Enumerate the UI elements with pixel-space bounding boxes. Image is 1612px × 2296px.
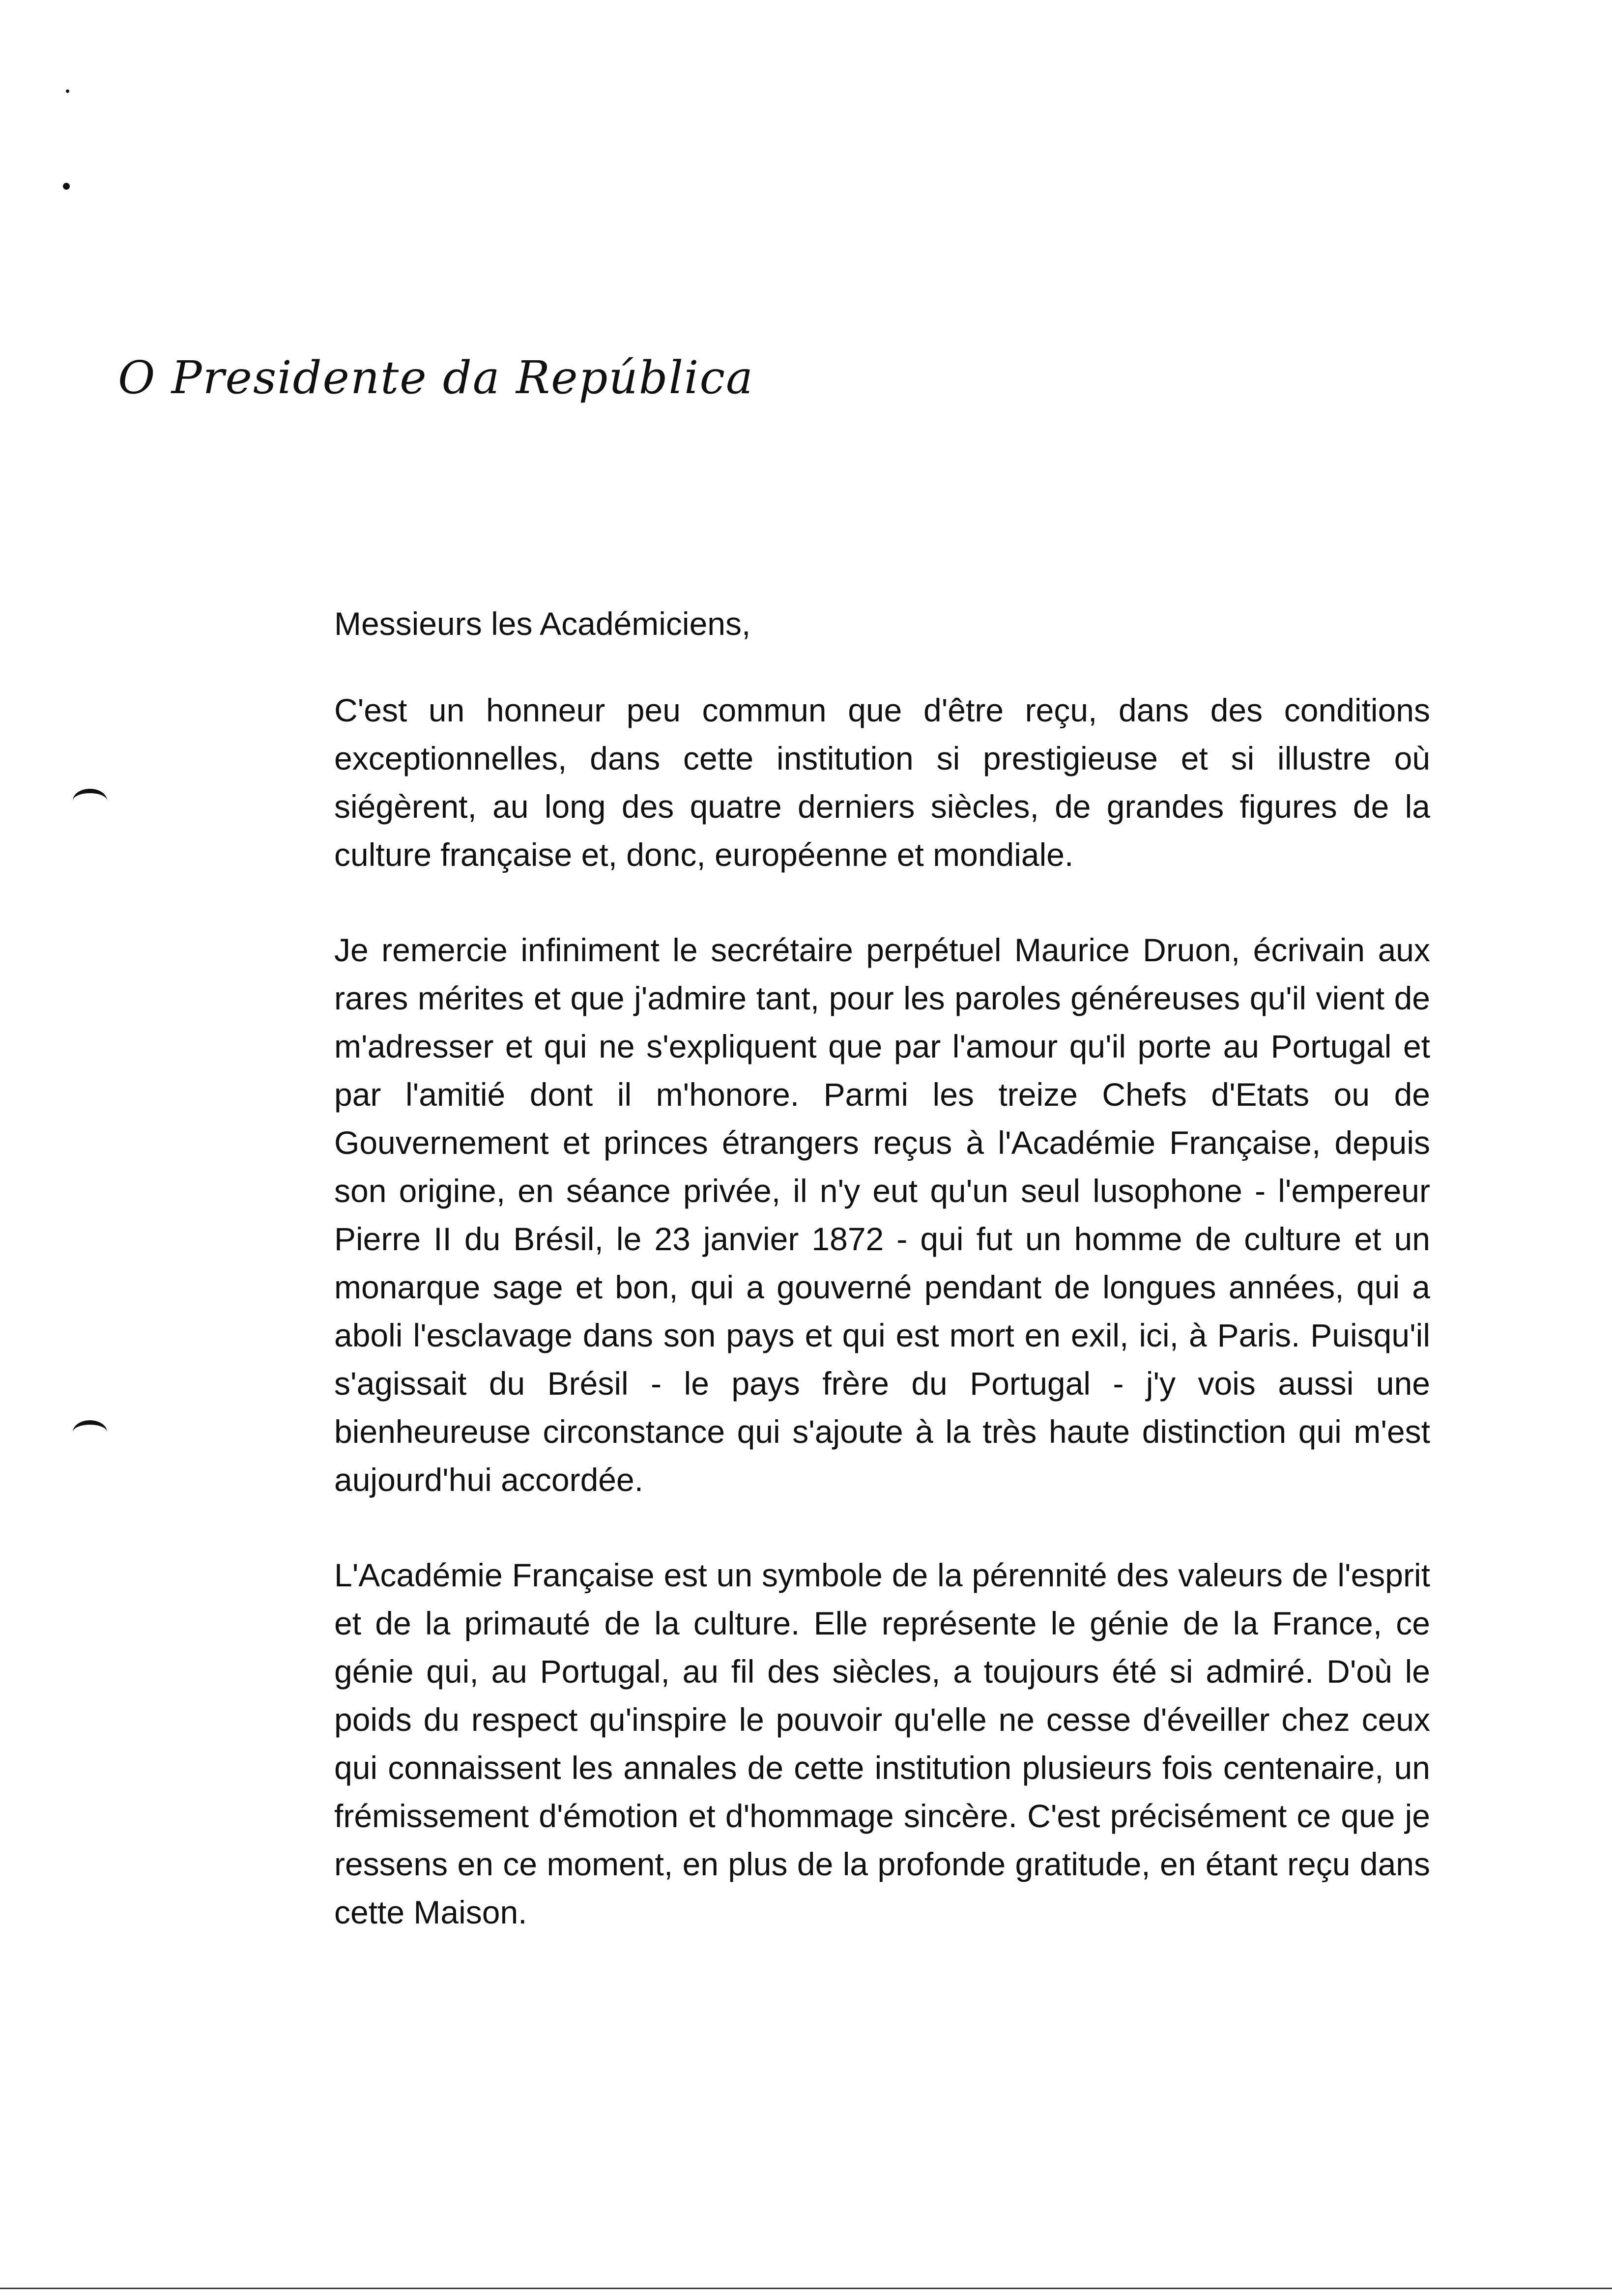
letterhead-title: O Presidente da República: [118, 351, 754, 404]
scan-dot: [63, 183, 70, 190]
paragraph: Je remercie infiniment le secrétaire perpétuel Maurice Druon, écrivain aux rares mérites et que j'admire tant, pour les paroles généreuses qu'il vient de m'adresser et qui ne s'expliquent que par l'amour qu'il porte au Portugal et par l'amitié dont il m'honore. Parmi les treize Chefs d'Etats ou de Gouvernement et princes étrangers reçus à l'Académie Française, depuis son origine, en séance privée, il n'y eut qu'un seul lusophone - l'empereur Pierre II du Brésil, le 23 janvier 1872 - qui fut un homme de culture et un monarque sage et bon, qui a gouverné pendant de longues années, qui a aboli l'esclavage dans son pays et qui est mort en exil, ici, à Paris. Puisqu'il s'agissait du Brésil - le pays frère du Portugal - j'y vois aussi une bienheureuse circonstance qui s'ajoute à la très haute distinction qui m'est aujourd'hui accordée.: [334, 932, 1430, 1498]
paragraph: L'Académie Française est un symbole de la pérennité des valeurs de l'esprit et de la primauté de la culture. Elle représente le génie de la France, ce génie qui, au Portugal, au fil des siècles, a toujours été si admiré. D'où le poids du respect qu'inspire le pouvoir qu'elle ne cesse d'éveiller chez ceux qui connaissent les annales de cette institution plusieurs fois centenaire, un frémissement d'émotion et d'hommage sincère. C'est précisément ce que je ressens en ce moment, en plus de la profonde gratitude, en étant reçu dans cette Maison.: [334, 1557, 1430, 1930]
letter-body: [334, 600, 1430, 1983]
bottom-border-line: [0, 2288, 1612, 2289]
punch-hole-mark: [73, 789, 107, 813]
salutation: Messieurs les Académiciens,: [334, 605, 751, 642]
punch-hole-mark: [73, 1420, 107, 1444]
scan-dot: [66, 89, 69, 93]
paragraph: C'est un honneur peu commun que d'être reçu, dans des conditions exceptionnelles, dans cette institution si prestigieuse et si illustre où siégèrent, au long des quatre derniers siècles, de grandes figures de la culture française et, donc, européenne et mondiale.: [334, 692, 1430, 873]
